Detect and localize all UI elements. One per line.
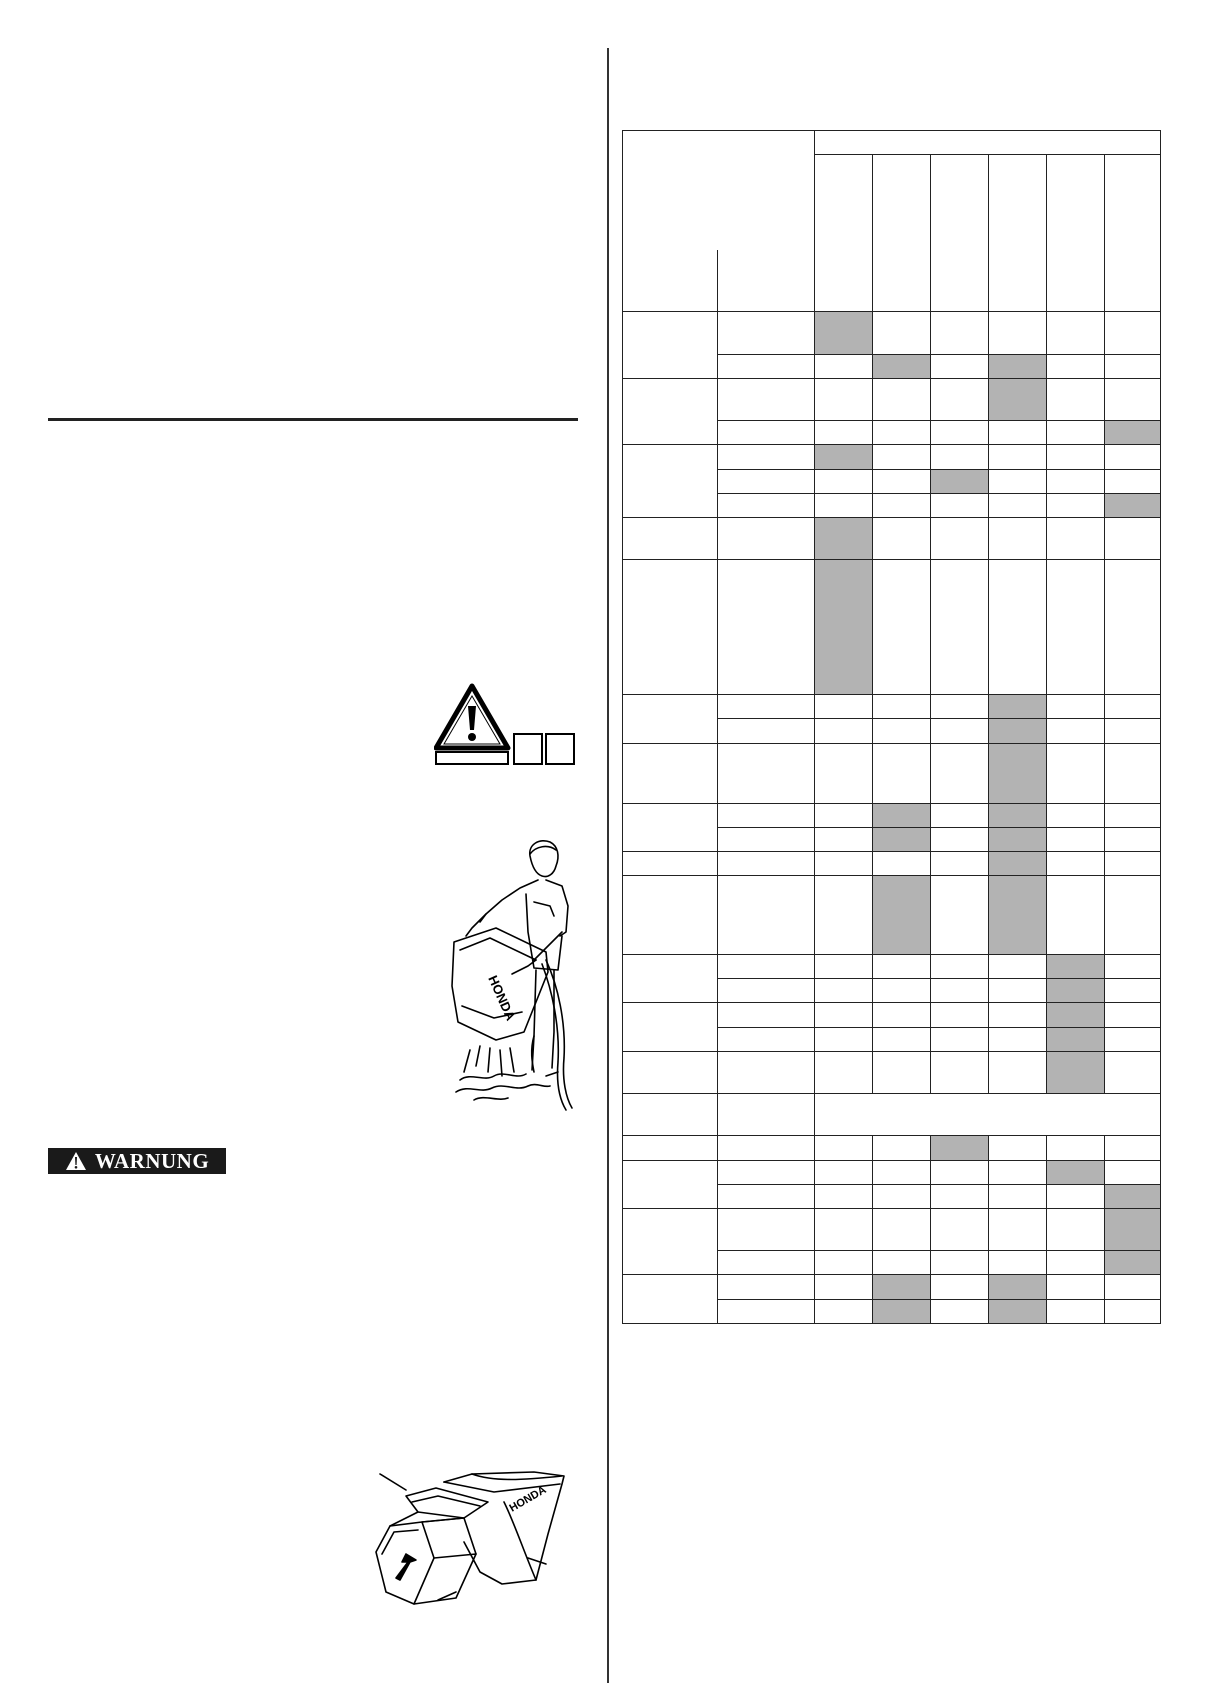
symbol-box-3: [546, 734, 574, 764]
bag-washing-illustration: [450, 836, 582, 1112]
table-interval-cell: [815, 1275, 873, 1299]
table-interval-cell: [873, 469, 931, 493]
table-interval-cell: [815, 1299, 873, 1323]
table-interval-cell: [931, 517, 989, 559]
table-interval-cell: [1105, 743, 1161, 803]
table-interval-cell-marked: [1105, 1251, 1161, 1275]
table-item-cell: [623, 445, 718, 518]
table-interval-cell: [1105, 354, 1161, 378]
table-action-cell: [718, 1003, 815, 1027]
table-action-cell: [718, 517, 815, 559]
table-interval-cell: [931, 378, 989, 420]
table-item-cell: [623, 876, 718, 955]
table-interval-cell: [1047, 421, 1105, 445]
table-row: [623, 445, 1161, 469]
table-interval-cell: [931, 445, 989, 469]
table-action-cell: [718, 493, 815, 517]
table-action-cell: [718, 1251, 815, 1275]
table-interval-cell: [1105, 719, 1161, 743]
honda-logo-text: HONDA: [485, 973, 519, 1023]
table-interval-cell-marked: [873, 1299, 931, 1323]
table-interval-cell-marked: [1105, 1184, 1161, 1208]
table-interval-cell-marked: [815, 517, 873, 559]
table-interval-cell: [931, 560, 989, 695]
table-item-cell: [623, 517, 718, 559]
table-interval-cell: [873, 979, 931, 1003]
table-interval-cell: [873, 1027, 931, 1051]
table-interval-cell: [989, 1136, 1047, 1160]
table-interval-cell: [1047, 1299, 1105, 1323]
table-item-cell: [623, 312, 718, 378]
table-interval-cell: [873, 1184, 931, 1208]
table-item-cell: [623, 695, 718, 743]
table-interval-cell: [1047, 493, 1105, 517]
table-interval-cell: [873, 1208, 931, 1250]
table-action-cell: [718, 1051, 815, 1093]
table-item-cell: [623, 1051, 718, 1093]
table-interval-cell: [989, 312, 1047, 354]
table-interval-cell: [873, 955, 931, 979]
table-interval-cell: [1047, 1136, 1105, 1160]
table-interval-cell: [1047, 1251, 1105, 1275]
table-interval-cell: [815, 955, 873, 979]
table-row: [623, 517, 1161, 559]
table-interval-cell: [873, 312, 931, 354]
table-interval-cell: [815, 354, 873, 378]
table-interval-cell-marked: [1105, 421, 1161, 445]
table-interval-cell-marked: [1047, 1160, 1105, 1184]
table-interval-cell: [931, 493, 989, 517]
table-interval-cell: [815, 1160, 873, 1184]
table-row: [623, 1160, 1161, 1184]
table-action-cell: [718, 312, 815, 354]
table-interval-cell: [931, 876, 989, 955]
table-row: [623, 312, 1161, 354]
table-interval-cell-marked: [989, 828, 1047, 852]
table-interval-cell-marked: [873, 803, 931, 827]
table-interval-cell: [873, 719, 931, 743]
table-interval-cell: [931, 1208, 989, 1250]
table-interval-cell: [931, 743, 989, 803]
table-interval-cell: [1105, 695, 1161, 719]
table-interval-cell: [815, 979, 873, 1003]
table-action-cell: [718, 695, 815, 719]
table-interval-cell: [989, 1251, 1047, 1275]
table-header-row: [623, 131, 1161, 155]
table-interval-cell: [1047, 1208, 1105, 1250]
table-interval-cell: [931, 312, 989, 354]
table-interval-cell: [931, 421, 989, 445]
table-row: [623, 560, 1161, 695]
warning-triangle-icon: [65, 1151, 87, 1171]
table-action-cell: [718, 560, 815, 695]
table-interval-cell: [1047, 876, 1105, 955]
warning-label: [48, 1148, 226, 1174]
table-action-cell: [718, 828, 815, 852]
table-item-cell: [623, 803, 718, 851]
table-interval-cell: [1105, 1027, 1161, 1051]
table-interval-cell: [873, 560, 931, 695]
table-interval-cell: [1105, 1275, 1161, 1299]
table-interval-cell-marked: [815, 445, 873, 469]
table-action-cell: [718, 743, 815, 803]
table-interval-cell: [815, 1003, 873, 1027]
table-action-cell: [718, 1275, 815, 1299]
table-action-cell: [718, 979, 815, 1003]
grass-bag-frame-illustration: [364, 1462, 578, 1614]
table-item-cell: [623, 378, 718, 444]
table-interval-cell: [815, 828, 873, 852]
table-interval-cell-marked: [989, 695, 1047, 719]
table-interval-cell: [873, 1003, 931, 1027]
table-interval-cell: [931, 1027, 989, 1051]
table-row: [623, 1275, 1161, 1299]
table-interval-cell-marked: [815, 560, 873, 695]
table-interval-cell: [815, 852, 873, 876]
table-interval-cell-marked: [1047, 955, 1105, 979]
table-interval-cell-marked: [1047, 979, 1105, 1003]
table-interval-cell: [1047, 852, 1105, 876]
table-item-cell: [623, 560, 718, 695]
table-header-column: [1105, 155, 1161, 312]
table-interval-cell: [1105, 560, 1161, 695]
table-action-cell: [718, 955, 815, 979]
table-interval-cell: [931, 695, 989, 719]
table-interval-cell-marked: [989, 719, 1047, 743]
table-interval-cell: [873, 378, 931, 420]
honda-logo-text: HONDA: [507, 1484, 549, 1515]
table-interval-cell: [873, 852, 931, 876]
table-interval-cell-marked: [873, 1275, 931, 1299]
table-interval-cell-marked: [931, 469, 989, 493]
table-row: [623, 876, 1161, 955]
table-interval-cell: [1047, 378, 1105, 420]
table-row: [623, 1208, 1161, 1250]
table-interval-cell: [1047, 469, 1105, 493]
table-interval-cell: [815, 1208, 873, 1250]
table-interval-cell: [931, 354, 989, 378]
table-interval-cell: [815, 695, 873, 719]
table-interval-cell: [989, 421, 1047, 445]
table-header-column: [815, 155, 873, 312]
table-interval-cell: [931, 719, 989, 743]
table-row: [623, 955, 1161, 979]
table-interval-cell: [931, 1275, 989, 1299]
table-interval-cell: [1047, 1275, 1105, 1299]
table-row: [623, 803, 1161, 827]
table-interval-cell: [989, 469, 1047, 493]
table-header-interval-cell: [815, 131, 1161, 155]
table-interval-cell: [931, 852, 989, 876]
table-interval-cell: [989, 1003, 1047, 1027]
table-action-cell: [718, 1299, 815, 1323]
table-interval-cell: [1047, 743, 1105, 803]
column-divider: [607, 48, 609, 1683]
table-interval-cell-marked: [989, 803, 1047, 827]
table-interval-cell: [989, 1208, 1047, 1250]
table-action-cell: [718, 1208, 815, 1250]
table-interval-cell: [815, 876, 873, 955]
table-interval-cell: [1047, 312, 1105, 354]
table-item-cell: [623, 1160, 718, 1208]
table-interval-cell: [1105, 955, 1161, 979]
table-item-cell: [623, 1275, 718, 1324]
table-interval-cell-marked: [989, 852, 1047, 876]
table-row: [623, 852, 1161, 876]
table-interval-cell: [1105, 312, 1161, 354]
table-row: [623, 1136, 1161, 1160]
table-action-cell: [718, 852, 815, 876]
table-interval-cell: [1047, 517, 1105, 559]
table-interval-cell: [815, 1136, 873, 1160]
table-action-cell: [718, 719, 815, 743]
table-interval-cell: [815, 1184, 873, 1208]
symbol-box-2: [514, 734, 542, 764]
table-header-action-cell: [718, 250, 815, 311]
table-row: [623, 1094, 1161, 1136]
table-interval-cell: [873, 743, 931, 803]
table-interval-cell: [873, 445, 931, 469]
table-action-cell: [718, 378, 815, 420]
table-action-cell: [718, 469, 815, 493]
table-interval-cell: [873, 1160, 931, 1184]
table-row: [623, 1003, 1161, 1027]
table-header-column: [989, 155, 1047, 312]
table-interval-cell: [873, 695, 931, 719]
table-interval-cell: [815, 743, 873, 803]
table-interval-cell: [815, 493, 873, 517]
table-interval-cell-marked: [989, 378, 1047, 420]
table-interval-cell: [989, 1184, 1047, 1208]
table-action-cell: [718, 1136, 815, 1160]
table-interval-cell-marked: [1047, 1003, 1105, 1027]
table-interval-cell: [815, 719, 873, 743]
table-interval-cell: [931, 1051, 989, 1093]
table-interval-cell: [873, 493, 931, 517]
table-interval-cell: [1105, 979, 1161, 1003]
table-header-column: [1047, 155, 1105, 312]
table-interval-cell: [989, 1051, 1047, 1093]
table-row: [623, 743, 1161, 803]
table-item-cell: [623, 743, 718, 803]
table-interval-cell: [989, 560, 1047, 695]
table-header-item-cell: [623, 131, 815, 251]
table-header-column: [873, 155, 931, 312]
table-interval-cell: [815, 1251, 873, 1275]
table-interval-cell-marked: [989, 354, 1047, 378]
table-interval-cell-marked: [1105, 493, 1161, 517]
table-action-cell: [718, 421, 815, 445]
table-interval-cell: [1105, 445, 1161, 469]
table-interval-cell: [1047, 1184, 1105, 1208]
table-interval-cell: [1105, 1136, 1161, 1160]
table-interval-cell-marked: [989, 876, 1047, 955]
table-interval-cell-marked: [989, 1275, 1047, 1299]
table-interval-cell: [1105, 1160, 1161, 1184]
table-action-cell: [718, 1094, 815, 1136]
table-item-cell: [623, 852, 718, 876]
table-interval-cell: [931, 803, 989, 827]
table-interval-cell: [1105, 852, 1161, 876]
table-interval-cell: [1105, 517, 1161, 559]
maintenance-schedule-table: [622, 130, 1161, 1324]
table-interval-cell: [815, 803, 873, 827]
table-row: [623, 1051, 1161, 1093]
table-interval-cell: [1047, 803, 1105, 827]
table-interval-cell: [1047, 445, 1105, 469]
warning-label-text: WARNUNG: [94, 1148, 210, 1173]
table-interval-cell: [1047, 695, 1105, 719]
table-interval-cell: [989, 493, 1047, 517]
table-interval-cell: [1105, 378, 1161, 420]
table-item-cell: [623, 955, 718, 1003]
table-interval-cell: [1105, 828, 1161, 852]
table-interval-cell: [1105, 469, 1161, 493]
table-interval-cell: [989, 979, 1047, 1003]
table-interval-cell-marked: [989, 1299, 1047, 1323]
table-interval-cell-marked: [873, 354, 931, 378]
table-interval-cell-marked: [873, 876, 931, 955]
warning-triangle-icon: [436, 686, 508, 748]
table-interval-cell: [873, 1136, 931, 1160]
table-interval-cell-marked: [931, 1136, 989, 1160]
table-interval-cell: [989, 955, 1047, 979]
table-interval-cell-marked: [1047, 1027, 1105, 1051]
table-interval-cell-marked: [1105, 1208, 1161, 1250]
table-interval-cell: [931, 1299, 989, 1323]
table-interval-cell: [1047, 560, 1105, 695]
table-interval-cell: [1105, 1051, 1161, 1093]
table-interval-cell: [873, 1251, 931, 1275]
table-interval-cell: [1047, 354, 1105, 378]
table-interval-cell: [815, 1027, 873, 1051]
table-interval-cell: [931, 1251, 989, 1275]
table-interval-cell: [815, 378, 873, 420]
table-interval-cell: [931, 955, 989, 979]
table-row: [623, 695, 1161, 719]
table-item-cell: [623, 1208, 718, 1274]
table-interval-cell: [989, 445, 1047, 469]
table-interval-cell-marked: [1047, 1051, 1105, 1093]
table-interval-cell: [989, 1160, 1047, 1184]
table-interval-cell: [1105, 1299, 1161, 1323]
table-item-cell: [623, 1136, 718, 1160]
table-action-cell: [718, 876, 815, 955]
table-interval-cell: [1105, 876, 1161, 955]
table-header-column: [931, 155, 989, 312]
table-interval-span-cell: [815, 1094, 1161, 1136]
table-interval-cell: [815, 1051, 873, 1093]
table-interval-cell: [1105, 1003, 1161, 1027]
table-interval-cell: [1047, 828, 1105, 852]
table-interval-cell: [815, 421, 873, 445]
table-interval-cell-marked: [989, 743, 1047, 803]
table-action-cell: [718, 354, 815, 378]
table-interval-cell: [931, 1003, 989, 1027]
table-interval-cell: [873, 517, 931, 559]
table-interval-cell-marked: [815, 312, 873, 354]
table-interval-cell: [873, 1051, 931, 1093]
table-interval-cell: [931, 828, 989, 852]
table-item-cell: [623, 1094, 718, 1136]
table-interval-cell: [989, 517, 1047, 559]
table-item-cell: [623, 1003, 718, 1051]
table-interval-cell: [931, 979, 989, 1003]
symbol-box-1: [436, 752, 508, 764]
table-interval-cell: [931, 1160, 989, 1184]
section-rule: [48, 418, 578, 421]
table-interval-cell: [989, 1027, 1047, 1051]
table-action-cell: [718, 445, 815, 469]
safety-symbol-illustration: [434, 682, 580, 766]
table-action-cell: [718, 1160, 815, 1184]
table-interval-cell: [931, 1184, 989, 1208]
table-interval-cell: [1047, 719, 1105, 743]
table-interval-cell-marked: [873, 828, 931, 852]
table-row: [623, 378, 1161, 420]
table-header-item-cell: [623, 250, 718, 311]
table-interval-cell: [873, 421, 931, 445]
table-action-cell: [718, 803, 815, 827]
table-interval-cell: [815, 469, 873, 493]
table-action-cell: [718, 1184, 815, 1208]
table-interval-cell: [1105, 803, 1161, 827]
table-action-cell: [718, 1027, 815, 1051]
